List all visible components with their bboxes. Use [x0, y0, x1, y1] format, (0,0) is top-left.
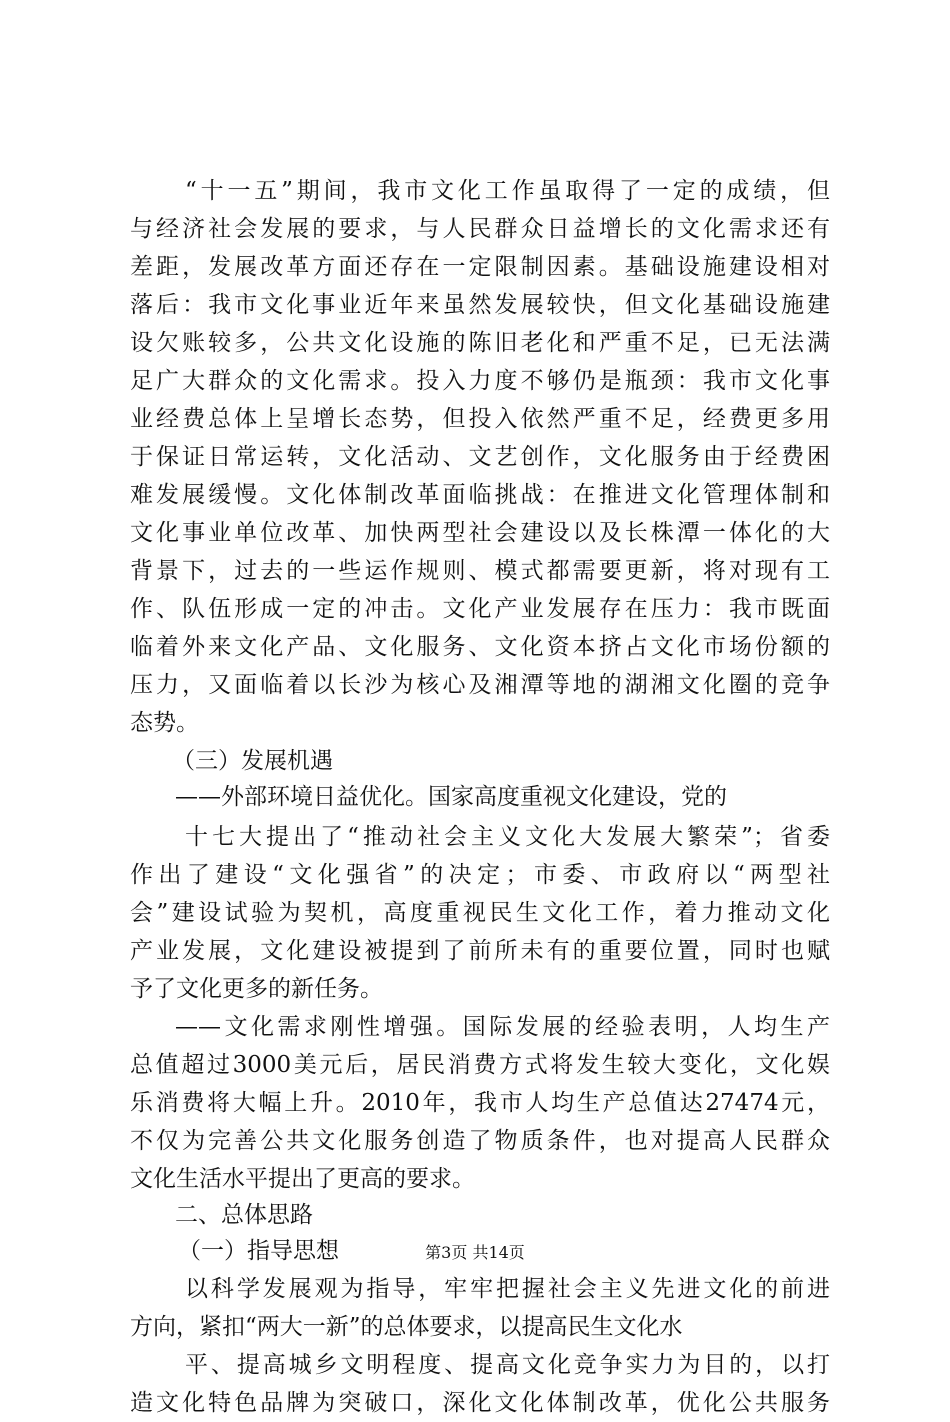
paragraph-line: 总值超过3000美元后，居民消费方式将发生较大变化，文化娱: [130, 1052, 830, 1078]
paragraph-line: 于保证日常运转，文化活动、文艺创作，文化服务由于经费困: [130, 444, 830, 470]
paragraph-line: “十一五”期间，我市文化工作虽取得了一定的成绩，但: [185, 178, 830, 204]
paragraph-line: 乐消费将大幅上升。2010年，我市人均生产总值达27474元，: [130, 1090, 830, 1116]
paragraph-line: 与经济社会发展的要求，与人民群众日益增长的文化需求还有: [130, 216, 830, 242]
paragraph-line: 背景下，过去的一些运作规则、模式都需要更新，将对现有工: [130, 558, 830, 584]
paragraph-line: 文化生活水平提出了更高的要求。: [130, 1166, 475, 1192]
paragraph-line: 方向，紧扣“两大一新”的总体要求，以提高民生文化水: [130, 1314, 683, 1340]
paragraph-line: 压力，又面临着以长沙为核心及湘潭等地的湖湘文化圈的竞争: [130, 672, 830, 698]
paragraph-line: 以科学发展观为指导，牢牢把握社会主义先进文化的前进: [185, 1276, 830, 1302]
paragraph-line: 临着外来文化产品、文化服务、文化资本挤占文化市场份额的: [130, 634, 830, 660]
paragraph-line: 设欠账较多，公共文化设施的陈旧老化和严重不足，已无法满: [130, 330, 830, 356]
paragraph-line: 态势。: [130, 710, 199, 736]
paragraph-line: 难发展缓慢。文化体制改革面临挑战：在推进文化管理体制和: [130, 482, 830, 508]
paragraph-line: 作、队伍形成一定的冲击。文化产业发展存在压力：我市既面: [130, 596, 830, 622]
paragraph-line: 不仅为完善公共文化服务创造了物质条件，也对提高人民群众: [130, 1128, 830, 1154]
subsection-heading: （一）指导思想: [178, 1238, 339, 1264]
paragraph-line: 文化事业单位改革、加快两型社会建设以及长株潭一体化的大: [130, 520, 830, 546]
page-number-footer: 第3页 共14页: [425, 1243, 525, 1262]
paragraph-line: ——外部环境日益优化。国家高度重视文化建设，党的: [175, 784, 727, 810]
paragraph-line: 十七大提出了“推动社会主义文化大发展大繁荣”；省委: [185, 824, 830, 850]
paragraph-line: 作出了建设“文化强省”的决定；市委、市政府以“两型社: [130, 862, 830, 888]
paragraph-line: 会”建设试验为契机，高度重视民生文化工作，着力推动文化: [130, 900, 830, 926]
paragraph-line: 差距，发展改革方面还存在一定限制因素。基础设施建设相对: [130, 254, 830, 280]
paragraph-line: 造文化特色品牌为突破口，深化文化体制改革，优化公共服务: [130, 1390, 830, 1416]
paragraph-line: 予了文化更多的新任务。: [130, 976, 383, 1002]
paragraph-line: 业经费总体上呈增长态势，但投入依然严重不足，经费更多用: [130, 406, 830, 432]
section-heading: （三）发展机遇: [172, 748, 333, 774]
paragraph-line: 平、提高城乡文明程度、提高文化竞争实力为目的，以打: [185, 1352, 830, 1378]
paragraph-line: ——文化需求刚性增强。国际发展的经验表明，人均生产: [175, 1014, 830, 1040]
paragraph-line: 产业发展，文化建设被提到了前所未有的重要位置，同时也赋: [130, 938, 830, 964]
section-heading: 二、总体思路: [175, 1202, 313, 1228]
paragraph-line: 足广大群众的文化需求。投入力度不够仍是瓶颈：我市文化事: [130, 368, 830, 394]
paragraph-line: 落后：我市文化事业近年来虽然发展较快，但文化基础设施建: [130, 292, 830, 318]
